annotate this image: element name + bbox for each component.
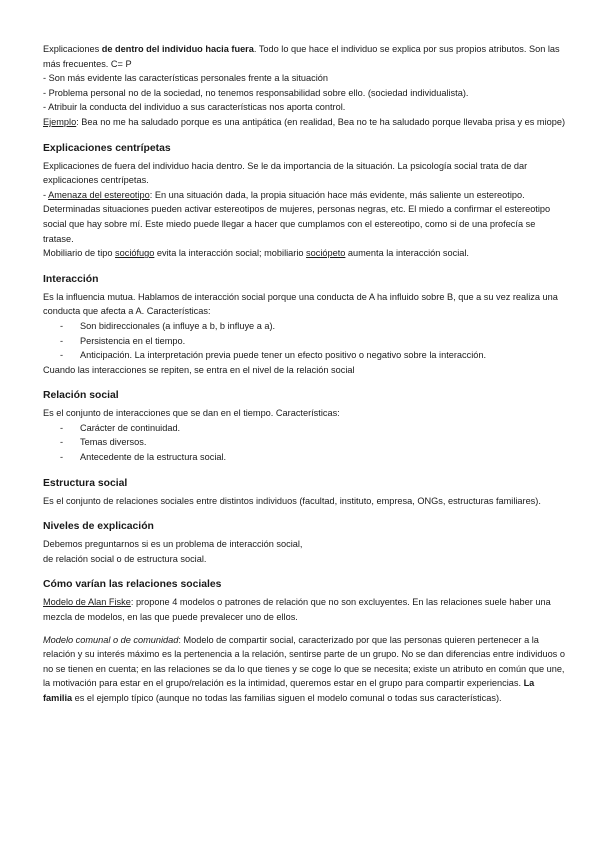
intro-paragraph [43, 42, 565, 71]
mobiliario-text: Mobiliario de tipo [43, 248, 116, 259]
intro-text-rest: . Todo lo que hace el individuo se explica por sus propios atributos. Son las más frecuentes. C= P [43, 44, 560, 69]
familia-term: La familia [43, 678, 535, 703]
interaccion-closing: Cuando las interacciones se repiten, se entra en el nivel de la relación social [43, 364, 355, 375]
document-page [43, 42, 565, 706]
interaccion-list [43, 319, 565, 363]
comunal-paragraph [43, 633, 565, 706]
estructura-text: Es el conjunto de relaciones sociales entre distintos individuos (facultad, instituto, empresa, ONGs, estructuras familiares). [43, 495, 541, 506]
section-title-niveles: Niveles de explicación [43, 521, 154, 533]
example-text: : Bea no me ha saludado porque es una antipática (en realidad, Bea no te ha saludado porque llevaba prisa y es miope) [76, 116, 566, 127]
section-title-estructura: Estructura social [43, 477, 128, 489]
section-title-relacion: Relación social [43, 390, 119, 402]
section-title-centripetas: Explicaciones centrípetas [43, 142, 171, 154]
intro-bullet-3: - Atribuir la conducta del individuo a sus características nos aporta control. [43, 102, 346, 113]
spacer [43, 625, 565, 633]
intro-bold-text: de dentro del individuo hacia fuera [101, 44, 254, 54]
interaccion-text: Es la influencia mutua. Hablamos de interacción social porque una conducta de A ha influido sobre B, que a su vez realiza una conducta que afecta a A. Características: [43, 291, 558, 317]
list-item: - Temas diversos. [60, 435, 565, 450]
list-item: - Carácter de continuidad. [60, 421, 565, 436]
list-item: - Son bidireccionales (a influye a b, b influye a a). [60, 319, 565, 334]
mobiliario-paragraph [43, 246, 565, 261]
amenaza-paragraph [43, 188, 565, 246]
niveles-line-2: de relación social o de estructura social. [43, 553, 207, 564]
amenaza-label: Amenaza del estereotipo [48, 189, 150, 200]
mobiliario-text-2: evita la interacción social; mobiliario [154, 248, 307, 259]
section-title-interaccion: Interacción [43, 273, 99, 285]
intro-bullet-1: - Son más evidente las características personales frente a la situación [43, 73, 328, 84]
amenaza-prefix: - [43, 189, 49, 200]
list-item: - Antecedente de la estructura social. [60, 450, 565, 465]
fiske-label: Modelo de Alan Fiske [43, 597, 131, 608]
intro-bullet-2: - Problema personal no de la sociedad, no tenemos responsabilidad sobre ello. (sociedad individualista). [43, 87, 469, 98]
mobiliario-text-3: aumenta la interacción social. [345, 248, 469, 259]
list-item: - Persistencia en el tiempo. [60, 334, 565, 349]
comunal-text: : Modelo de compartir social, caracterizado por que las personas quieren pertenecer a la relación y su interés máximo es la pertenencia a la relación, sentirse parte de un grupo. No se dan diferencias entre individuos o no se tienen en cuenta; en las relaciones se da lo que tienes y se coge lo que se necesita; existe un atributo en común que une, la motivación para estar en el grupo/relación es la intimidad, queremos estar en el grupo para compartir experiencias. [43, 634, 565, 689]
section-title-relaciones: Cómo varían las relaciones sociales [43, 579, 222, 591]
niveles-line-1: Debemos preguntarnos si es un problema de interacción social, [43, 539, 303, 550]
amenaza-text: : En una situación dada, la propia situación hace más evidente, más saliente un estereotipo. Determinadas situaciones pueden activar estereotipos de mujeres, personas negras, etc. El miedo a confirmar el estereotipo social que hay sobre mí. Este miedo puede llegar a hacer que cumplamos con el estereotipo, como si de una profecía se tratase. [43, 189, 551, 244]
sociopeto-term: sociópeto [306, 248, 346, 259]
fiske-paragraph [43, 595, 565, 624]
relacion-text: Es el conjunto de interacciones que se dan en el tiempo. Características: [43, 408, 340, 419]
example-paragraph [43, 115, 565, 130]
intro-text: Explicaciones [43, 44, 102, 54]
comunal-label: Modelo comunal o de comunidad [43, 634, 179, 645]
example-label: Ejemplo [43, 116, 77, 127]
list-item: - Anticipación. La interpretación previa puede tener un efecto positivo o negativo sobre la interacción. [60, 348, 565, 363]
fiske-text: : propone 4 modelos o patrones de relación que no son excluyentes. En las relaciones suele haber una mezcla de modelos, en las que puede prevalecer uno de ellos. [43, 597, 551, 623]
centripetas-text: Explicaciones de fuera del individuo hacia dentro. Se le da importancia de la situación. La psicología social trata de dar explicaciones centrípetas. [43, 160, 528, 186]
relacion-list [43, 421, 565, 465]
sociofugo-term: sociófugo [115, 248, 155, 259]
comunal-text-end: es el ejemplo típico (aunque no todas las familias siguen el modelo comunal o todas sus características). [72, 693, 502, 703]
